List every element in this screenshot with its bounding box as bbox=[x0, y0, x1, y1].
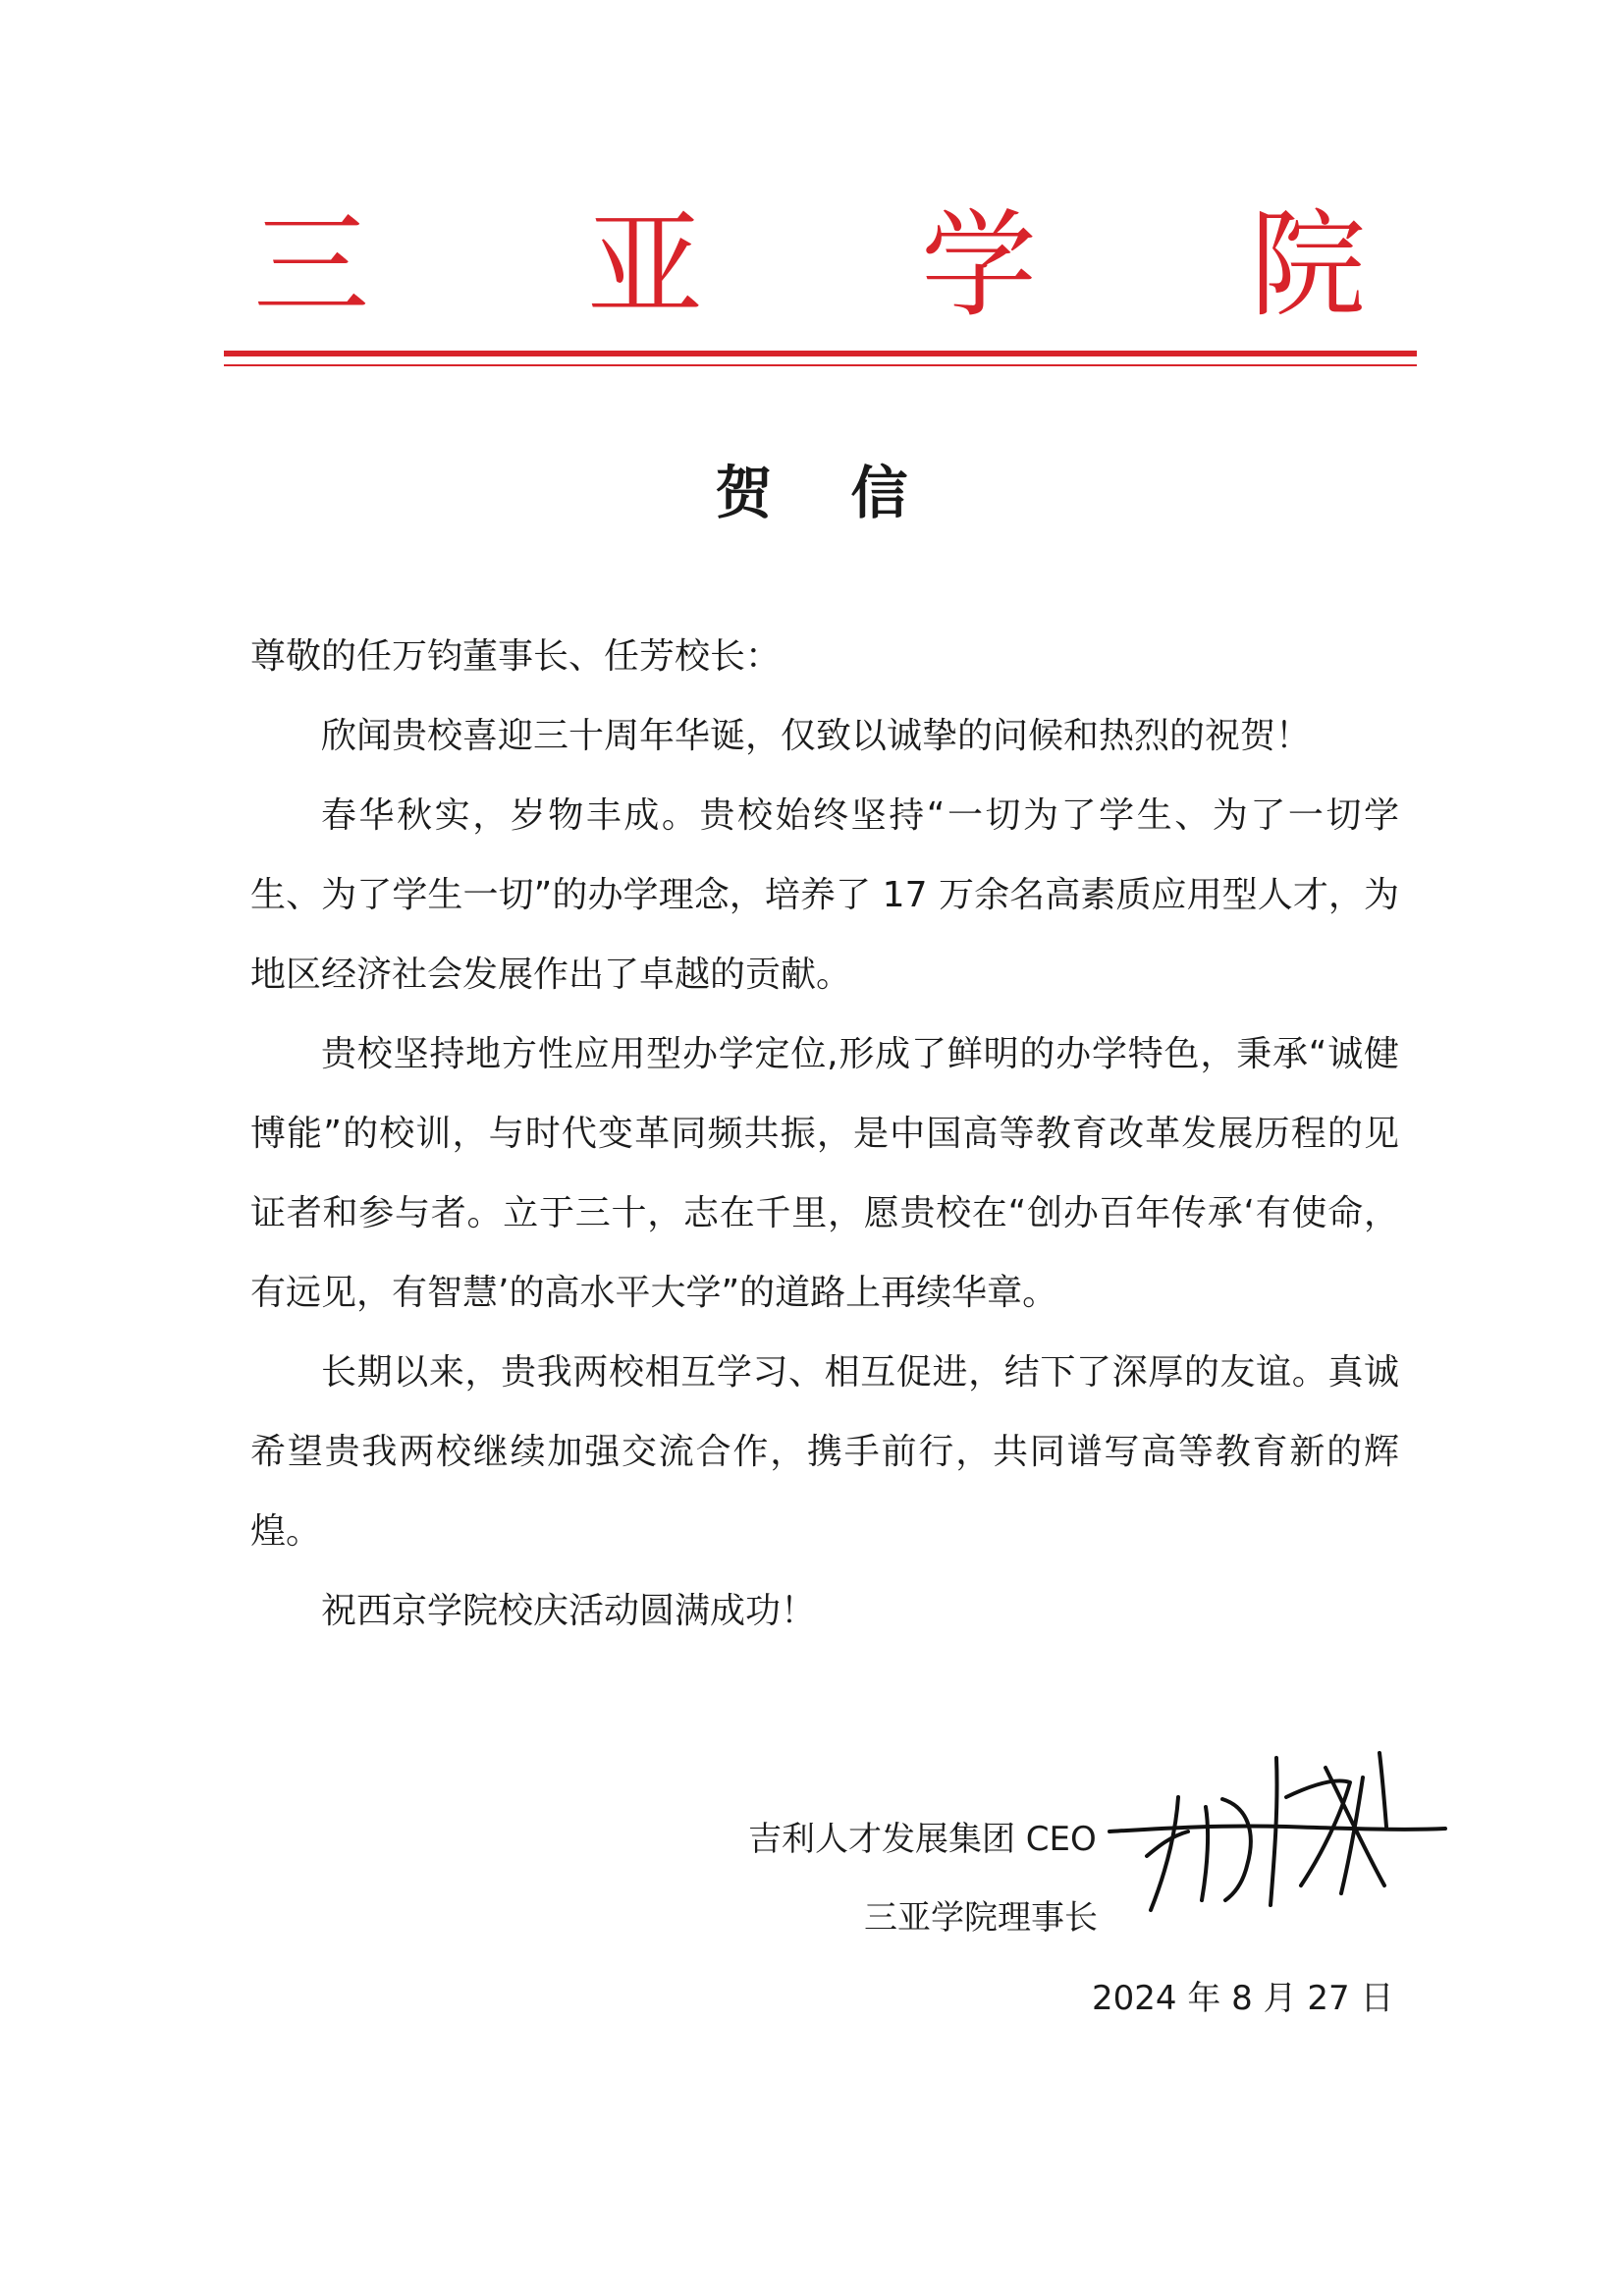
paragraph: 长期以来，贵我两校相互学习、相互促进，结下了深厚的友谊。真诚希望贵我两校继续加强交流合作，携手前行，共同谱写高等教育新的辉煌。 bbox=[250, 1352, 1399, 1552]
letterhead-char: 学 bbox=[921, 197, 1038, 333]
signature-date: 2024 年 8 月 27 日 bbox=[1092, 1979, 1394, 2018]
letterhead-rule-thin bbox=[224, 364, 1417, 366]
signature-position: 三亚学院理事长 bbox=[864, 1898, 1098, 1938]
letterhead bbox=[224, 197, 1417, 333]
paragraph: 欣闻贵校喜迎三十周年华诞，仅致以诚挚的问候和热烈的祝贺！ bbox=[321, 716, 1312, 756]
letter-title: 贺信 bbox=[715, 460, 987, 526]
paragraph: 祝西京学院校庆活动圆满成功！ bbox=[321, 1591, 817, 1631]
letterhead-rule-thick bbox=[224, 351, 1417, 356]
paragraph: 春华秋实，岁物丰成。贵校始终坚持“一切为了学生、为了一切学生、为了学生一切”的办学理念，培养了 17 万余名高素质应用型人才，为地区经济社会发展作出了卓越的贡献。 bbox=[250, 795, 1399, 995]
letterhead-char: 院 bbox=[1250, 197, 1367, 333]
salutation: 尊敬的任万钧董事长、任芳校长： bbox=[250, 636, 782, 677]
signature-organization: 吉利人才发展集团 CEO bbox=[748, 1820, 1097, 1859]
letterhead-char: 三 bbox=[253, 197, 370, 333]
letterhead-char: 亚 bbox=[587, 197, 704, 333]
handwritten-signature bbox=[1100, 1738, 1453, 1935]
paragraph: 贵校坚持地方性应用型办学定位,形成了鲜明的办学特色，秉承“诚健博能”的校训，与时代变革同频共振，是中国高等教育改革发展历程的见证者和参与者。立于三十，志在千里，愿贵校在“创办百年传承‘有使命，有远见，有智慧’的高水平大学”的道路上再续华章。 bbox=[250, 1034, 1399, 1313]
letter-body bbox=[250, 617, 1399, 1651]
